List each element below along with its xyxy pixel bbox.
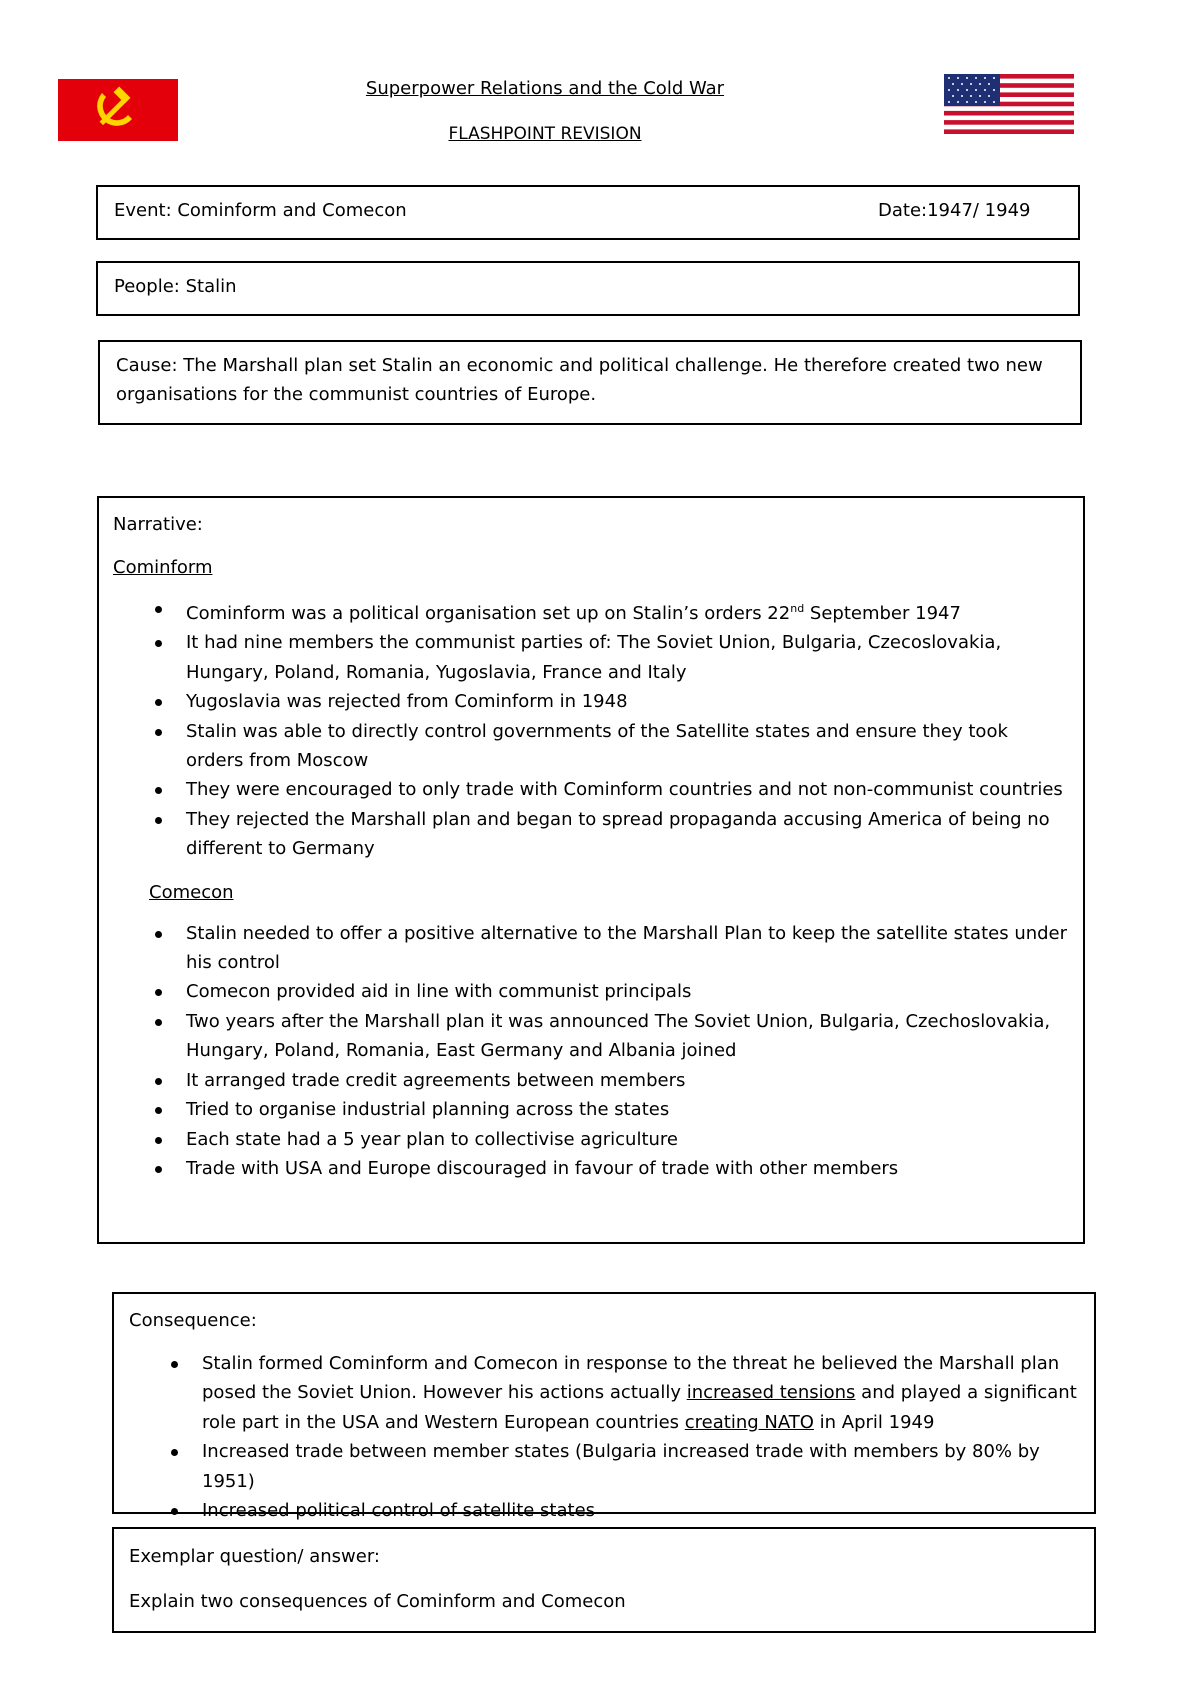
people-box xyxy=(96,261,1080,316)
comecon-list xyxy=(113,919,1069,1184)
narrative-box xyxy=(97,496,1085,1244)
exemplar-heading: Exemplar question/ answer: xyxy=(129,1546,380,1567)
people-label: People: Stalin xyxy=(114,276,237,297)
cause-line-1: Cause: The Marshall plan set Stalin an economic and political challenge. He therefore created two new xyxy=(116,355,1043,376)
list-item: Cominform was a political organisation set up on Stalin’s orders 22nd September 1947 xyxy=(113,594,1069,628)
list-item: Stalin formed Cominform and Comecon in response to the threat he believed the Marshall plan posed the Soviet Union. However his actions actually increased tensions and played a significant role part in the USA and Western European countries creating NATO in April 1949 xyxy=(129,1349,1079,1437)
increased-tensions-text: increased tensions xyxy=(686,1382,856,1404)
exemplar-question: Explain two consequences of Cominform and Comecon xyxy=(129,1591,626,1612)
cominform-heading: Cominform xyxy=(113,557,213,578)
consequence-heading: Consequence: xyxy=(129,1310,257,1331)
creating-nato-text: creating NATO xyxy=(684,1411,814,1433)
list-item: Stalin was able to directly control governments of the Satellite states and ensure they took orders from Moscow xyxy=(113,717,1069,776)
event-box xyxy=(96,185,1080,240)
list-item: It had nine members the communist parties of: The Soviet Union, Bulgaria, Czecoslovakia, Hungary, Poland, Romania, Yugoslavia, France and Italy xyxy=(113,628,1069,687)
event-date: Date:1947/ 1949 xyxy=(878,200,1031,221)
list-item: Stalin needed to offer a positive alternative to the Marshall Plan to keep the satellite states under his control xyxy=(113,919,1069,978)
list-item: Each state had a 5 year plan to collectivise agriculture xyxy=(113,1125,1069,1154)
list-item: Increased trade between member states (Bulgaria increased trade with members by 80% by 1951) xyxy=(129,1437,1079,1496)
cause-line-2: organisations for the communist countries of Europe. xyxy=(116,384,597,405)
list-item: Two years after the Marshall plan it was announced The Soviet Union, Bulgaria, Czechoslovakia, Hungary, Poland, Romania, East Germany and Albania joined xyxy=(113,1007,1069,1066)
list-item: It arranged trade credit agreements between members xyxy=(113,1066,1069,1095)
list-item: Increased political control of satellite states xyxy=(129,1496,1079,1508)
list-item: Trade with USA and Europe discouraged in favour of trade with other members xyxy=(113,1154,1069,1183)
cause-box xyxy=(98,340,1082,425)
exemplar-box xyxy=(112,1527,1096,1633)
list-item: They were encouraged to only trade with Cominform countries and not non-communist countries xyxy=(113,775,1069,804)
list-item: Comecon provided aid in line with communist principals xyxy=(113,977,1069,1006)
comecon-heading: Comecon xyxy=(149,881,234,903)
cominform-list xyxy=(113,594,1069,864)
document-title: Superpower Relations and the Cold War xyxy=(365,78,725,99)
consequence-list xyxy=(129,1349,1079,1522)
consequence-box xyxy=(112,1292,1096,1522)
list-item: Yugoslavia was rejected from Cominform in 1948 xyxy=(113,687,1069,716)
narrative-heading: Narrative: xyxy=(113,514,203,535)
document-subtitle: FLASHPOINT REVISION xyxy=(448,124,642,144)
event-label: Event: Cominform and Comecon xyxy=(114,200,407,221)
list-item: They rejected the Marshall plan and began to spread propaganda accusing America of being no different to Germany xyxy=(113,805,1069,864)
list-item: Tried to organise industrial planning across the states xyxy=(113,1095,1069,1124)
